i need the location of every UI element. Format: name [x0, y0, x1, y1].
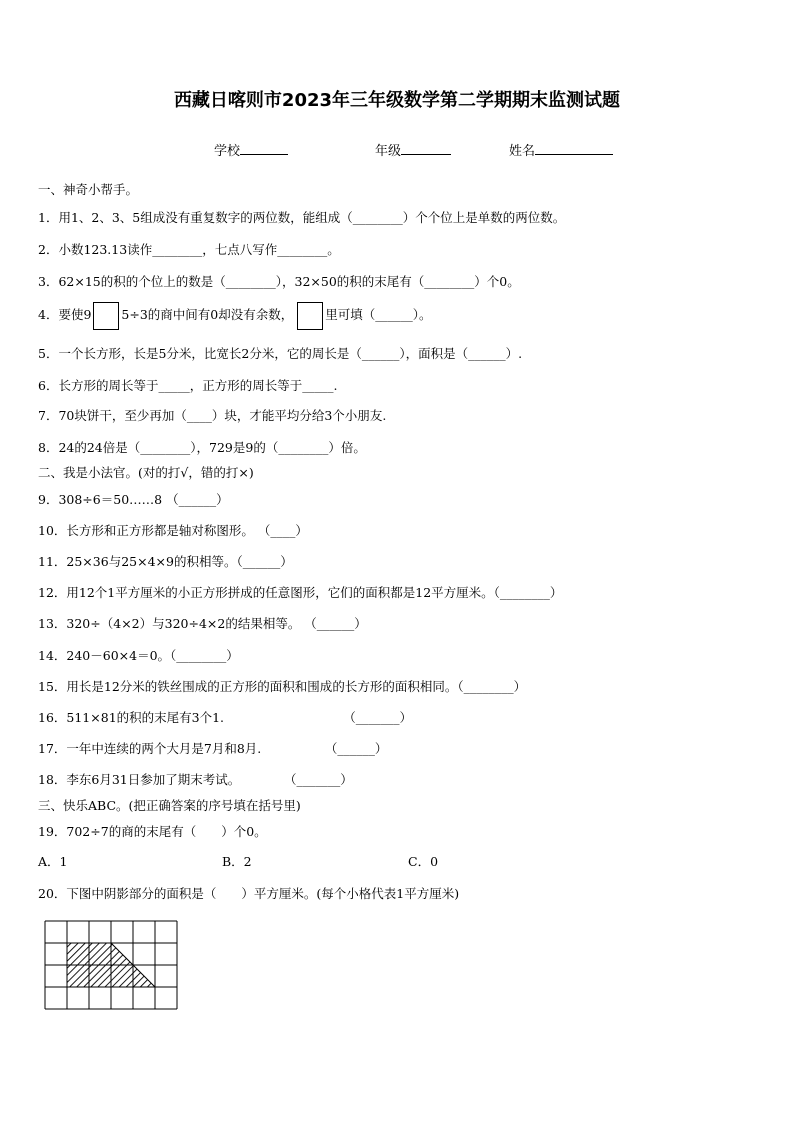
grade-blank [401, 140, 451, 155]
option-c: C．0 [408, 854, 439, 869]
question-14: 14．240－60×4＝0。（________） [38, 648, 239, 663]
question-4-part-c: 里可填（______）。 [325, 307, 432, 322]
option-b: B．2 [222, 854, 252, 869]
question-5: 5．一个长方形，长是5分米，比宽长2分米，它的周长是（______），面积是（______）. [38, 346, 523, 361]
answer-box [93, 302, 119, 330]
question-8: 8．24的24倍是（________），729是9的（________）倍。 [38, 440, 366, 455]
option-a: A．1 [38, 854, 68, 869]
school-field [214, 140, 288, 159]
question-17: 17．一年中连续的两个大月是7月和8月. （______） [38, 741, 388, 756]
question-12: 12．用12个1平方厘米的小正方形拼成的任意图形，它们的面积都是12平方厘米。（________） [38, 585, 563, 600]
question-4 [38, 301, 432, 330]
question-9: 9．308÷6＝50……8 （______） [38, 492, 229, 507]
name-label: 姓名 [509, 144, 536, 159]
area-grid-figure [44, 920, 178, 1018]
name-blank [535, 140, 613, 155]
question-20: 20．下图中阴影部分的面积是（ ）平方厘米。(每个小格代表1平方厘米) [38, 886, 460, 901]
question-15: 15．用长是12分米的铁丝围成的正方形的面积和围成的长方形的面积相同。（________） [38, 679, 527, 694]
question-7: 7．70块饼干，至少再加（____）块，才能平均分给3个小朋友. [38, 408, 387, 423]
question-2: 2．小数123.13读作________，七点八写作________。 [38, 242, 340, 257]
question-10: 10．长方形和正方形都是轴对称图形。 （____） [38, 523, 308, 538]
question-1: 1．用1、2、3、5组成没有重复数字的两位数，能组成（________）个个位上是单数的两位数。 [38, 210, 566, 225]
question-11: 11．25×36与25×4×9的积相等。（______） [38, 554, 293, 569]
question-16: 16．511×81的积的末尾有3个1. （_______） [38, 710, 412, 725]
school-label: 学校 [214, 144, 241, 159]
question-4-part-b: 5÷3的商中间有0却没有余数， [121, 307, 294, 322]
grid-lines [45, 921, 177, 1009]
question-19: 19．702÷7的商的末尾有（ ）个0。 [38, 824, 267, 839]
question-3: 3．62×15的积的个位上的数是（________），32×50的积的末尾有（________）个0。 [38, 274, 520, 289]
grade-label: 年级 [375, 144, 402, 159]
page-title: 西藏日喀则市2023年三年级数学第二学期期末监测试题 [173, 90, 621, 111]
question-4-part-a: 4．要使9 [38, 307, 92, 322]
question-6: 6．长方形的周长等于_____，正方形的周长等于_____. [38, 378, 338, 393]
section2-heading: 二、我是小法官。(对的打√，错的打×) [38, 465, 254, 480]
name-field [509, 140, 613, 159]
question-13: 13．320÷（4×2）与320÷4×2的结果相等。 （______） [38, 616, 367, 631]
grade-field [375, 140, 451, 159]
section1-heading: 一、神奇小帮手。 [38, 182, 139, 197]
school-blank [240, 140, 288, 155]
question-18: 18．李东6月31日参加了期末考试。 （_______） [38, 772, 353, 787]
answer-box [297, 302, 323, 330]
section3-heading: 三、快乐ABC。(把正确答案的序号填在括号里) [38, 798, 301, 813]
